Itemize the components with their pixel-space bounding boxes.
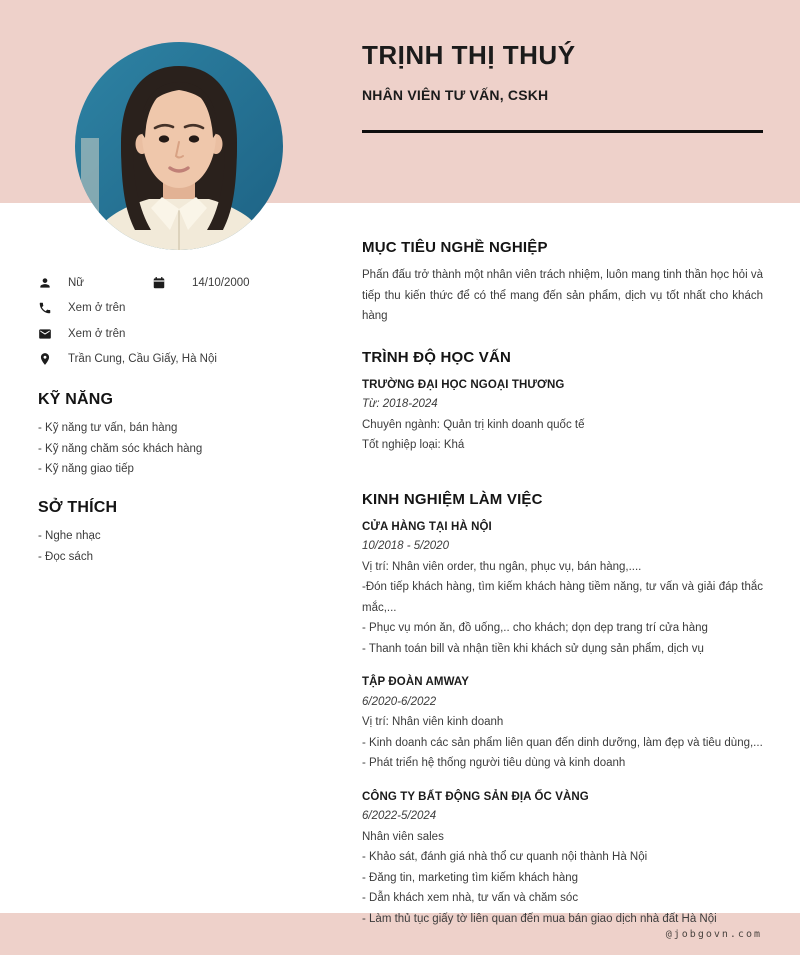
job-detail-line: -Đón tiếp khách hàng, tìm kiếm khách hàng tiềm năng, tư vấn và giải đáp thắc mắc,... (362, 581, 763, 614)
header (362, 40, 763, 133)
job-detail-line: - Dẫn khách xem nhà, tư vấn và chăm sóc (362, 892, 579, 904)
job-detail-line: - Làm thủ tục giấy tờ liên quan đến mua bán giao dịch nhà đất Hà Nội (362, 912, 717, 925)
job-period: 6/2020-6/2022 (362, 695, 437, 708)
contact-info (38, 270, 340, 372)
location-pin-icon (38, 352, 52, 366)
watermark-text: @jobgovn.com (665, 929, 762, 940)
job-entry (362, 787, 763, 930)
job-detail-line: Vị trí: Nhân viên kinh doanh (362, 716, 504, 728)
job-detail-line: Nhân viên sales (362, 830, 444, 843)
mail-icon (38, 327, 52, 341)
hobbies-heading: SỞ THÍCH (38, 499, 118, 517)
job-detail-line: - Phục vụ món ăn, đồ uống,.. cho khách; dọn dẹp trang trí cửa hàng (362, 622, 708, 634)
objective-heading: MỤC TIÊU NGHỀ NGHIỆP (362, 239, 548, 256)
education-details (362, 415, 763, 456)
phone-value: Xem ở trên (68, 302, 126, 315)
header-divider (362, 130, 763, 133)
gender-value: Nữ (68, 276, 85, 289)
birthdate-group (152, 270, 250, 296)
job-detail-line: - Phát triển hệ thống người tiêu dùng và kinh doanh (362, 757, 626, 769)
experience-section (362, 490, 763, 930)
skill-item: - Kỹ năng giao tiếp (38, 463, 134, 476)
job-detail-line: - Kinh doanh các sản phẩm liên quan đến dinh dưỡng, làm đẹp và tiêu dùng,... (362, 736, 763, 749)
job-entry (362, 517, 763, 660)
profile-photo (75, 42, 283, 250)
education-period: Từ: 2018-2024 (362, 398, 438, 410)
person-icon (38, 276, 52, 290)
hobby-item: - Đọc sách (38, 550, 93, 563)
job-company: TẬP ĐOÀN AMWAY (362, 676, 470, 688)
skill-item: - Kỹ năng chăm sóc khách hàng (38, 442, 203, 455)
email-value: Xem ở trên (68, 327, 126, 340)
experience-heading: KINH NGHIỆM LÀM VIỆC (362, 490, 543, 508)
skills-list (38, 418, 340, 480)
left-column (38, 270, 340, 568)
address-value: Trần Cung, Cầu Giấy, Hà Nội (68, 353, 217, 366)
contact-row-gender-birthdate (38, 270, 340, 296)
job-period: 6/2022-5/2024 (362, 810, 437, 822)
contact-row-phone (38, 296, 340, 322)
education-detail-line: Chuyên ngành: Quản trị kinh doanh quốc tế (362, 418, 585, 431)
contact-row-email (38, 321, 340, 347)
contact-row-address (38, 347, 340, 373)
phone-icon (38, 301, 52, 315)
skills-heading: KỸ NĂNG (38, 391, 114, 408)
skill-item: - Kỹ năng tư vấn, bán hàng (38, 422, 178, 434)
job-detail-line: Vị trí: Nhân viên order, thu ngân, phục vụ, bán hàng,.... (362, 560, 642, 573)
job-detail-line: - Đăng tin, marketing tìm kiếm khách hàng (362, 871, 579, 884)
job-company: CÔNG TY BẤT ĐỘNG SẢN ĐỊA ỐC VÀNG (362, 790, 589, 803)
school-name: TRƯỜNG ĐẠI HỌC NGOẠI THƯƠNG (362, 378, 565, 391)
objective-section (362, 238, 763, 327)
job-period: 10/2018 - 5/2020 (362, 540, 449, 552)
hobbies-list (38, 526, 340, 567)
job-company: CỬA HÀNG TẠI HÀ NỘI (362, 520, 492, 533)
objective-text: Phấn đấu trở thành một nhân viên trách nhiệm, luôn mang tinh thần học hỏi và tiếp thu kiến thức để có thể mang đến sản phẩm, dịch vụ tốt nhất cho khách hàng (362, 269, 763, 322)
candidate-job-title: NHÂN VIÊN TƯ VẤN, CSKH (362, 87, 549, 103)
candidate-name: TRỊNH THỊ THUÝ (362, 40, 576, 70)
education-detail-line: Tốt nghiệp loại: Khá (362, 439, 465, 451)
job-detail-line: - Thanh toán bill và nhận tiền khi khách sử dụng sản phẩm, dịch vụ (362, 642, 704, 655)
birthdate-value: 14/10/2000 (192, 276, 250, 289)
job-entry (362, 672, 763, 774)
job-detail-line: - Khảo sát, đánh giá nhà thổ cư quanh nội thành Hà Nội (362, 851, 648, 863)
hobby-item: - Nghe nhạc (38, 530, 101, 543)
portrait-illustration (75, 42, 283, 250)
education-heading: TRÌNH ĐỘ HỌC VẤN (362, 348, 512, 366)
experience-jobs (362, 517, 763, 930)
education-section (362, 348, 763, 456)
right-column (362, 238, 763, 929)
calendar-icon (152, 276, 166, 290)
